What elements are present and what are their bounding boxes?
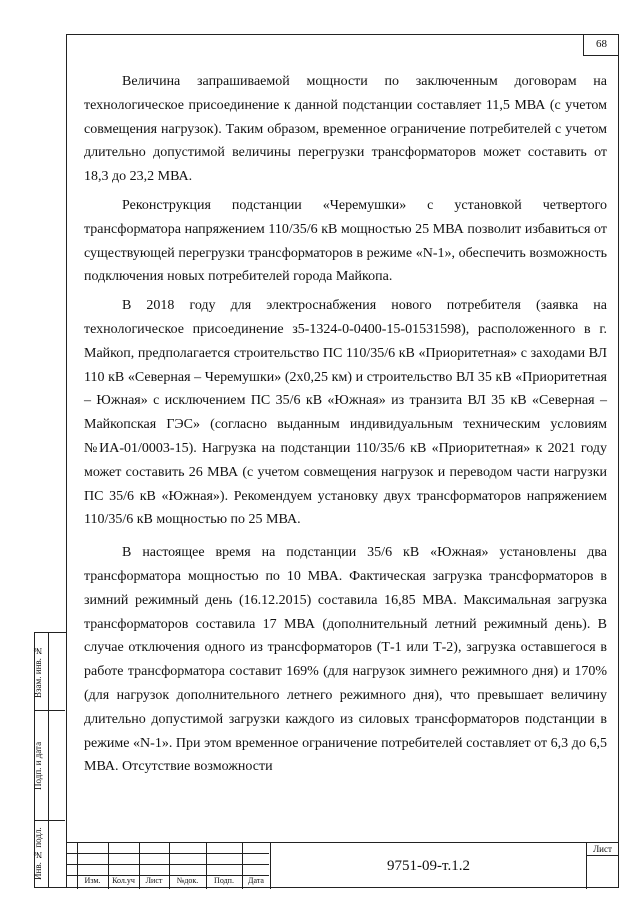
inv-orig-label: Инв. № подл. — [33, 827, 43, 881]
col-kol-uch: Кол.уч — [112, 876, 135, 885]
side-signature-strip — [34, 632, 66, 888]
paragraph: В 2018 году для электроснабжения нового потребителя (заявка на технологическое присоединение з5-1324-0-0400-15-01531598), расположенного в г. Майкоп, предполагается строительство ПС 110/35/6 кВ «Приоритетная» с заходами ВЛ 110 кВ «Северная – Черемушки» (2х0,25 км) и строительство ВЛ 35 кВ «Приоритетная – Южная» с исключением ПС 35/6 кВ «Южная» из транзита ВЛ 35 кВ «Северная – Майкопская ГЭС» (согласно выданным индивидуальным техническим условиям №ИА-01/0003-15). Нагрузка на подстанции 110/35/6 кВ «Приоритетная» к 2021 году может составить 26 МВА (с учетом совмещения нагрузок и переводом части нагрузки ПС 35/6 кВ «Южная»). Рекомендуем установку двух трансформаторов напряжением 110/35/6 кВ мощностью по 25 МВА. — [84, 298, 607, 528]
col-data: Дата — [248, 876, 264, 885]
col-list: Лист — [145, 876, 163, 885]
col-izm: Изм. — [84, 876, 101, 885]
replace-inv-label: Взам. инв. № — [33, 645, 43, 699]
sheet-label: Лист — [593, 844, 612, 854]
sheet-box — [586, 843, 619, 889]
col-podp: Подп. — [214, 876, 234, 885]
paragraph: Величина запрашиваемой мощности по заключенным договорам на технологическое присоединение к данной подстанции составляет 11,5 МВА (с учетом совмещения нагрузок). Таким образом, временное ограничение потребителей с учетом длительно допустимой величины перегрузки трансформаторов может составить от 18,3 до 23,2 МВА. — [84, 74, 607, 185]
sign-date-cell — [35, 711, 65, 821]
document-body — [84, 70, 607, 779]
page-number: 68 — [583, 34, 619, 56]
inv-orig-cell — [35, 821, 65, 887]
replace-inv-cell — [35, 633, 65, 711]
col-ndok: №док. — [176, 876, 199, 885]
sign-date-label: Подп. и дата — [33, 741, 43, 791]
document-code: 9751-09-т.1.2 — [387, 858, 470, 874]
title-block — [66, 842, 619, 888]
paragraph: В настоящее время на подстанции 35/6 кВ «Южная» установлены два трансформатора мощностью по 10 МВА. Фактическая загрузка трансформаторов в зимний режимный день (16.12.2015) составила 16,85 МВА. Максимальная загрузка трансформаторов составила 17 МВА (дополнительный летний режимный день). В случае отключения одного из трансформаторов (Т-1 или Т-2), загрузка оставшегося в работе трансформатора составит 169% (для нагрузок зимнего режимного дня) и 170% (для нагрузок дополнительного летнего режимного дня), что превышает величину длительно допустимой загрузки каждого из силовых трансформаторов подстанции в режиме «N-1». При этом временное ограничение потребителей составляет от 6,3 до 6,5 МВА. Отсутствие возможности — [84, 545, 607, 775]
paragraph: Реконструкция подстанции «Черемушки» с установкой четвертого трансформатора напряжением 110/35/6 кВ мощностью 25 МВА позволит избавиться от существующей перегрузки трансформаторов в режиме «N-1», обеспечить возможность подключения новых потребителей города Майкопа. — [84, 197, 607, 285]
